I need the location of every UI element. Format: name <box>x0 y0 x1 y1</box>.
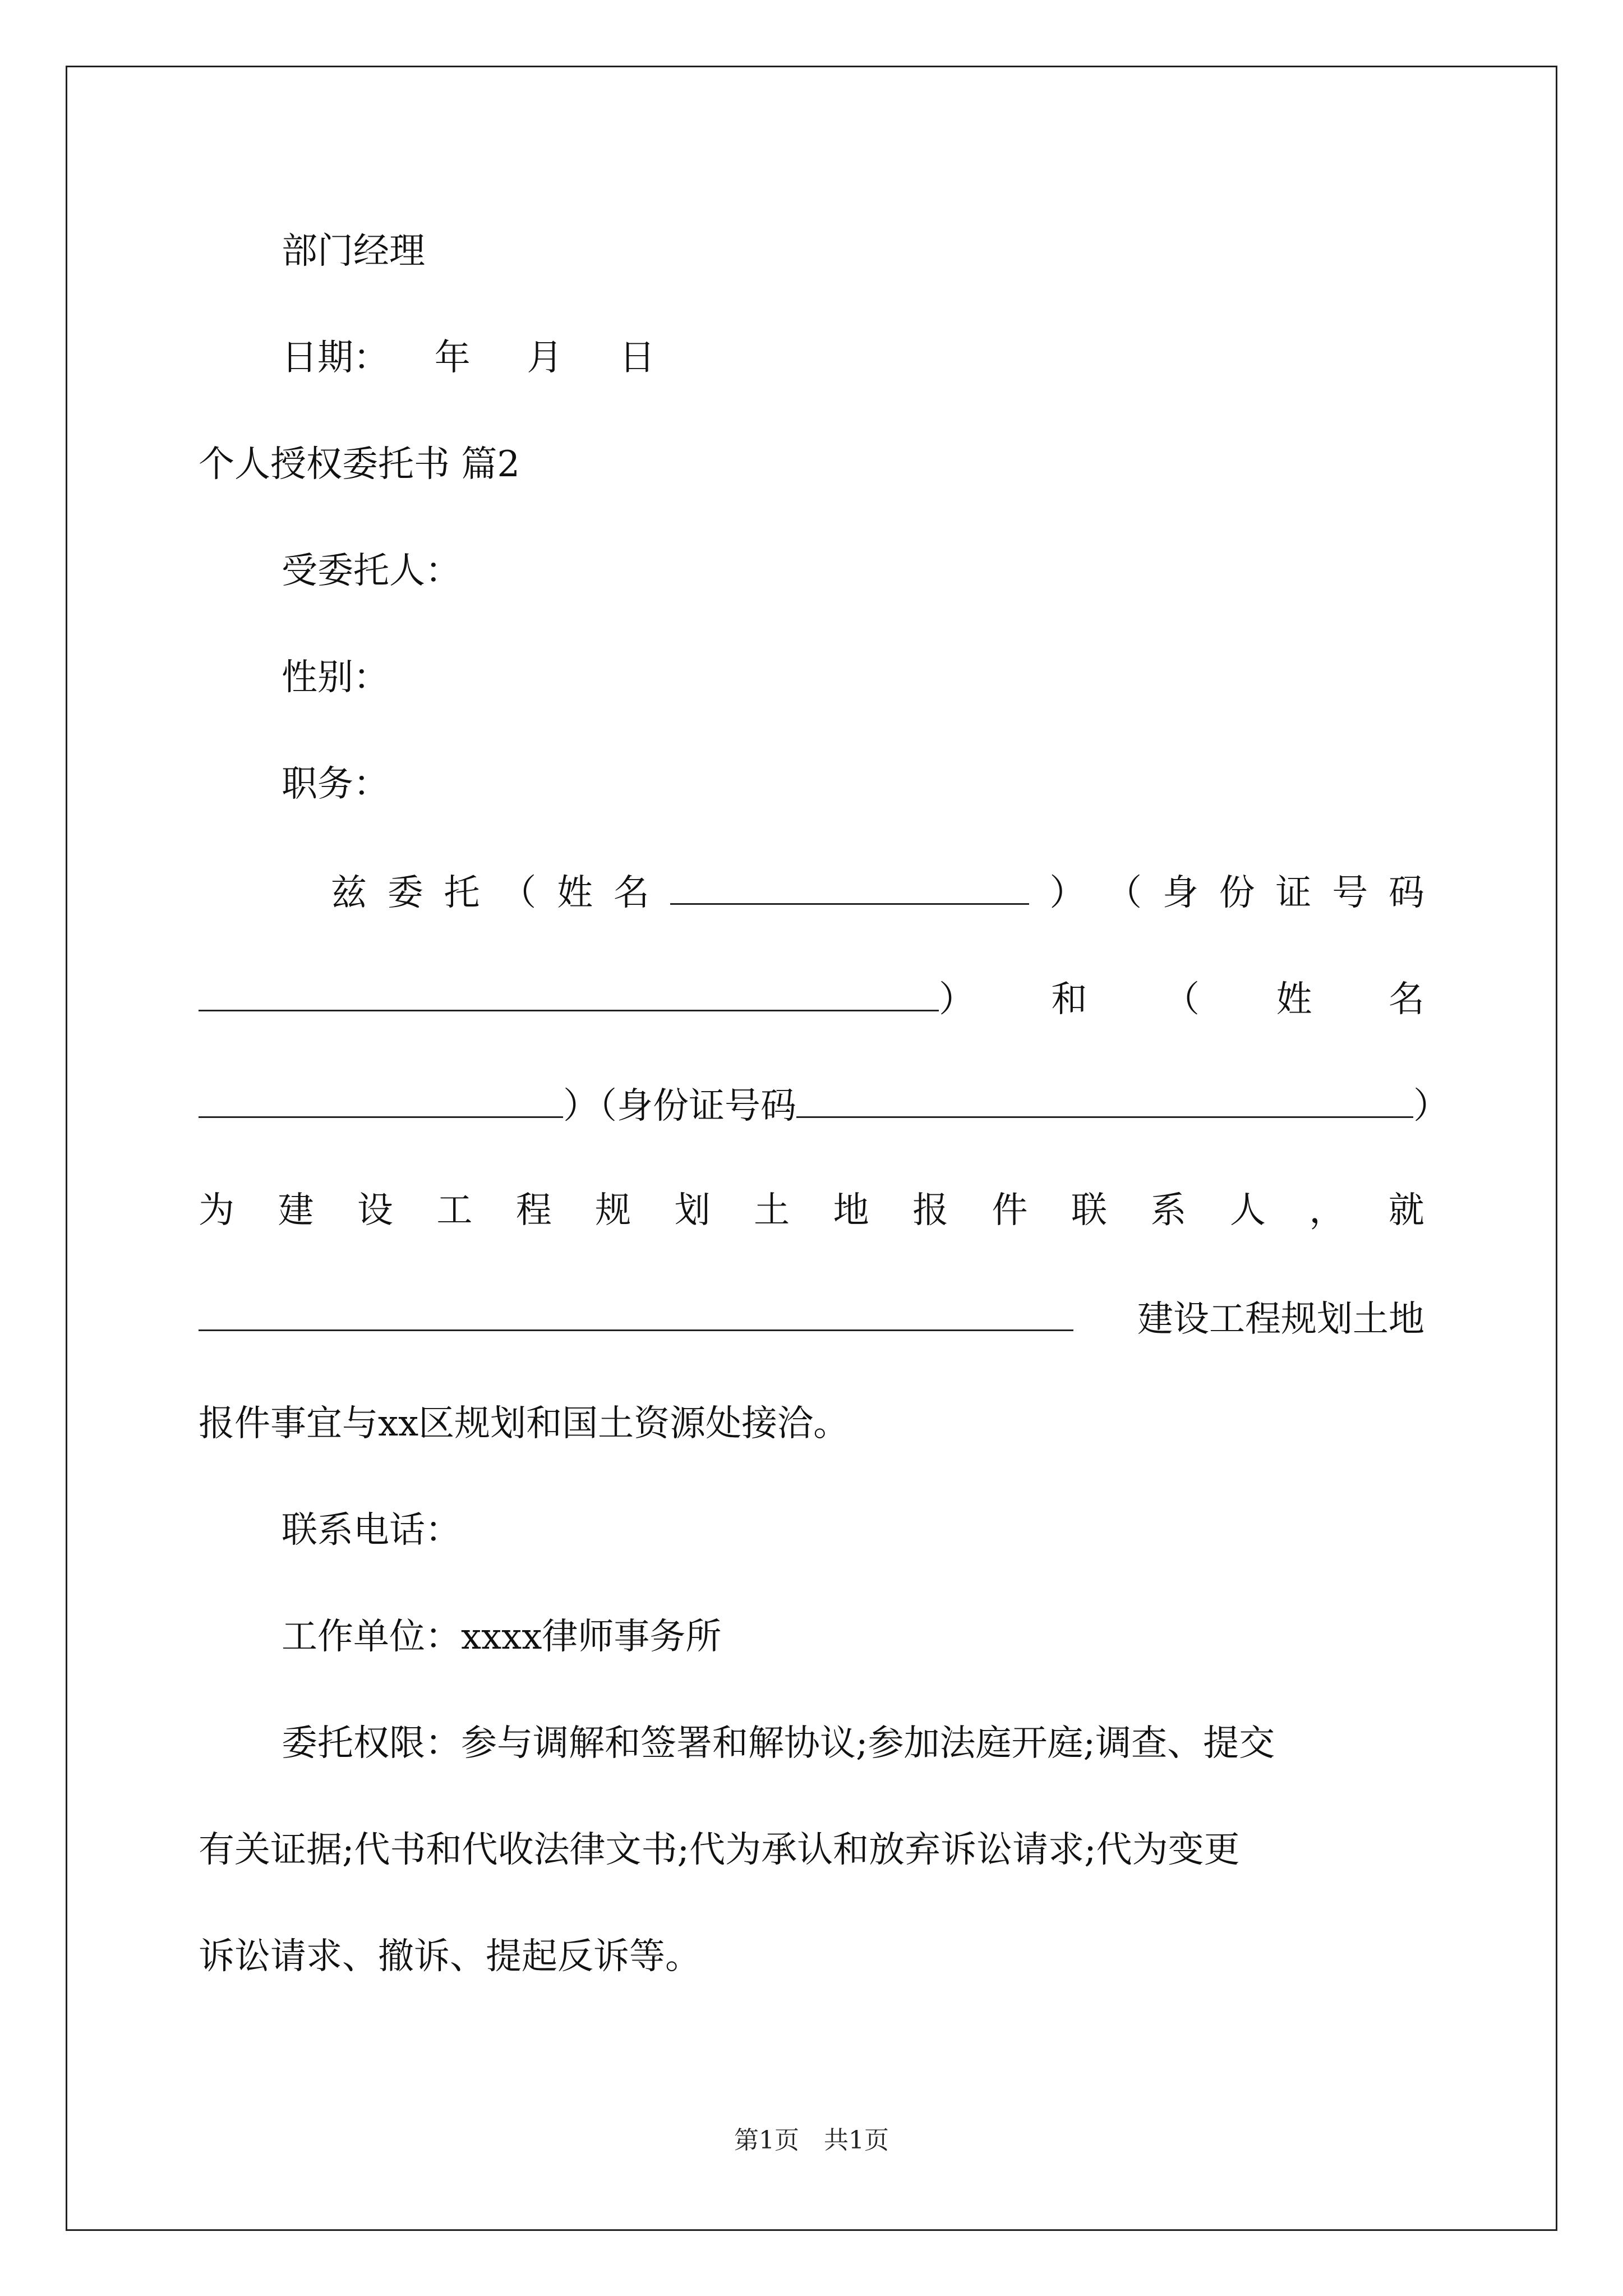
second-id-line <box>199 1082 1449 1127</box>
contact-char: 报 <box>912 1190 949 1231</box>
contact-char: 建 <box>278 1190 314 1231</box>
date-year: 年 <box>434 337 471 379</box>
entrust-char: ） <box>1049 872 1086 914</box>
project-suffix: 建设工程规划土地 <box>1137 1299 1424 1340</box>
and-char: ） <box>939 979 975 1020</box>
entrust-char: 身 <box>1162 872 1198 914</box>
entrust-char: 份 <box>1219 872 1255 914</box>
matter-line: 报件事宜与xx区规划和国土资源处接洽。 <box>199 1403 850 1444</box>
contact-char: 件 <box>992 1190 1028 1231</box>
contact-char: 人 <box>1229 1190 1266 1231</box>
and-char: 名 <box>1389 979 1424 1020</box>
entrust-char: 兹 <box>331 872 367 914</box>
entrust-char: （ <box>1106 872 1142 914</box>
contact-char: 规 <box>595 1190 631 1231</box>
name-blank <box>670 868 1029 905</box>
workplace-line: 工作单位：xxxx律师事务所 <box>282 1616 722 1658</box>
and-line <box>199 975 1424 1020</box>
authority-line-2: 有关证据;代书和代收法律文书;代为承认和放弃诉讼请求;代为变更 <box>199 1829 1240 1871</box>
contact-char: 就 <box>1388 1190 1424 1231</box>
and-char: 姓 <box>1276 979 1312 1020</box>
date-line <box>199 335 1424 380</box>
position-line: 职务： <box>282 763 389 805</box>
and-char: （ <box>1164 979 1200 1020</box>
phone-line: 联系电话： <box>282 1510 461 1551</box>
contact-line <box>199 1188 1424 1233</box>
entrust-char: 姓 <box>557 872 593 914</box>
project-line <box>199 1295 1424 1340</box>
page-border <box>66 66 1557 2231</box>
contact-char: 工 <box>436 1190 473 1231</box>
date-label: 日期： <box>282 337 389 379</box>
entrust-char: 托 <box>444 872 480 914</box>
contact-char: 划 <box>674 1190 711 1231</box>
contact-char: 为 <box>199 1190 234 1231</box>
entrust-char: 码 <box>1388 872 1424 914</box>
entrust-char: 名 <box>613 872 649 914</box>
date-day: 日 <box>619 337 656 379</box>
id-label: ）（身份证号码 <box>563 1085 796 1127</box>
manager-line: 部门经理 <box>282 231 425 272</box>
contact-char: 设 <box>357 1190 393 1231</box>
contact-char: 土 <box>754 1190 790 1231</box>
second-name-blank <box>199 1082 563 1118</box>
project-blank <box>199 1295 1073 1331</box>
entrust-char: （ <box>500 872 537 914</box>
second-id-blank <box>796 1082 1413 1118</box>
page-footer: 第1页 共1页 <box>734 2126 889 2155</box>
authority-line-3: 诉讼请求、撤诉、提起反诉等。 <box>199 1936 701 1977</box>
section-heading: 个人授权委托书 篇2 <box>199 444 520 485</box>
id-blank <box>199 975 939 1011</box>
id-close: ） <box>1413 1085 1449 1127</box>
date-month: 月 <box>527 337 563 379</box>
contact-char: 程 <box>515 1190 552 1231</box>
gender-line: 性别： <box>282 657 389 698</box>
entrust-char: 号 <box>1332 872 1368 914</box>
entrust-char: 委 <box>387 872 423 914</box>
contact-char: ， <box>1309 1190 1345 1231</box>
contact-char: 联 <box>1071 1190 1107 1231</box>
entrust-line <box>331 868 1424 913</box>
entrust-char: 证 <box>1275 872 1312 914</box>
authority-line-1: 委托权限：参与调解和签署和解协议;参加法庭开庭;调查、提交 <box>282 1723 1275 1764</box>
and-char: 和 <box>1051 979 1087 1020</box>
contact-char: 地 <box>833 1190 869 1231</box>
contact-char: 系 <box>1150 1190 1187 1231</box>
trustee-line: 受委托人： <box>282 550 461 592</box>
